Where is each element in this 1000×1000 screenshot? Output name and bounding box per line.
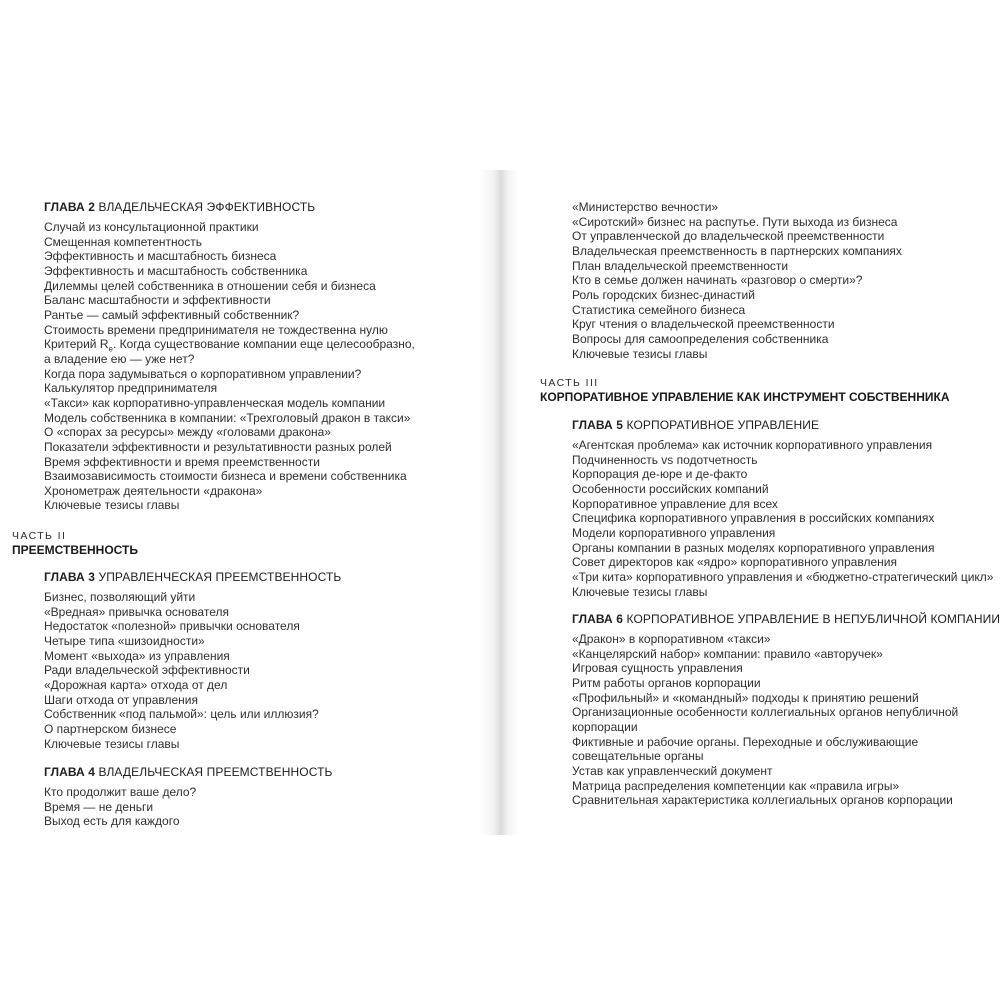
list-item[interactable]: Кто продолжит ваше дело? bbox=[44, 785, 197, 799]
chapter-2 bbox=[44, 200, 415, 513]
list-item[interactable]: Корпорация де-юре и де-факто bbox=[572, 467, 748, 482]
chapter-5 bbox=[572, 418, 993, 599]
book-spine-gutter bbox=[480, 170, 518, 835]
list-item[interactable]: О «спорах за ресурсы» между «головами дракона» bbox=[44, 425, 331, 440]
list-item[interactable]: Выход есть для каждого bbox=[44, 814, 180, 829]
list-item[interactable]: «Профильный» и «командный» подходы к принятию решений bbox=[572, 690, 919, 705]
list-item[interactable]: Игровая сущность управления bbox=[572, 661, 743, 676]
list-item[interactable]: Время эффективности и время преемственности bbox=[44, 454, 320, 469]
chapter-6 bbox=[572, 612, 1000, 808]
chapter-4-continued bbox=[572, 200, 902, 361]
list-item[interactable]: Органы компании в разных моделях корпоративного управления bbox=[572, 540, 935, 555]
list-item[interactable]: Ключевые тезисы главы bbox=[44, 736, 180, 751]
list-item[interactable]: Владельческая преемственность в партнерских компаниях bbox=[572, 243, 902, 258]
chapter-2-number: ГЛАВА 2 bbox=[44, 200, 96, 214]
list-item[interactable]: Модель собственника в компании: «Трехголовый дракон в такси» bbox=[44, 410, 411, 425]
chapter-4-heading bbox=[44, 765, 333, 780]
criterion-pre: Критерий R bbox=[44, 337, 109, 352]
list-item[interactable]: «Сиротский» бизнес на распутье. Пути выхода из бизнеса bbox=[572, 214, 898, 229]
list-item[interactable]: Четыре типа «шизоидности» bbox=[44, 633, 205, 648]
list-item[interactable]: Эффективность и масштабность собственника bbox=[44, 263, 308, 278]
list-item[interactable]: Специфика корпоративного управления в российских компаниях bbox=[572, 511, 935, 526]
chapter-2-items bbox=[44, 220, 415, 513]
list-item[interactable]: а владение ею — уже нет? bbox=[44, 351, 195, 366]
list-item[interactable]: Шаги отхода от управления bbox=[44, 692, 198, 707]
chapter-3-items bbox=[44, 590, 341, 751]
list-item[interactable]: «Такси» как корпоративно-управленческая модель компании bbox=[44, 395, 386, 410]
list-item[interactable]: Время — не деньги bbox=[44, 799, 154, 814]
list-item[interactable]: «Вредная» привычка основателя bbox=[44, 604, 229, 619]
part-2-label: ЧАСТЬ II bbox=[12, 530, 67, 542]
list-item[interactable]: совещательные органы bbox=[572, 749, 704, 764]
list-item[interactable]: Матрица распределения компетенции как «правила игры» bbox=[572, 778, 900, 793]
list-item[interactable]: Недостаток «полезной» привычки основателя bbox=[44, 619, 300, 634]
list-item[interactable]: Совет директоров как «ядро» корпоративного управления bbox=[572, 555, 897, 570]
list-item[interactable]: «Канцелярский набор» компании: правило «авторучек» bbox=[572, 646, 883, 661]
list-item[interactable]: Смещенная компетентность bbox=[44, 234, 203, 249]
list-item[interactable]: Ради владельческой эффективности bbox=[44, 663, 250, 678]
part-3-label: ЧАСТЬ III bbox=[540, 377, 599, 389]
part-2-title: ПРЕЕМСТВЕННОСТЬ bbox=[12, 543, 138, 557]
chapter-4-continued-items bbox=[572, 200, 902, 361]
list-item[interactable]: Показатели эффективности и результативности разных ролей bbox=[44, 439, 392, 454]
list-item[interactable]: «Министерство вечности» bbox=[572, 200, 719, 214]
chapter-6-title: КОРПОРАТИВНОЕ УПРАВЛЕНИЕ В НЕПУБЛИЧНОЙ КОМПАНИИ bbox=[626, 612, 1000, 626]
list-item[interactable]: Ключевые тезисы главы bbox=[572, 346, 708, 361]
list-item[interactable]: Взаимозависимость стоимости бизнеса и времени собственника bbox=[44, 469, 407, 484]
list-item[interactable]: Дилеммы целей собственника в отношении себя и бизнеса bbox=[44, 278, 376, 293]
list-item[interactable]: Рантье — самый эффективный собственник? bbox=[44, 307, 300, 322]
chapter-3 bbox=[44, 570, 341, 751]
list-item[interactable]: Бизнес, позволяющий уйти bbox=[44, 590, 196, 604]
list-item[interactable]: Хронометраж деятельности «дракона» bbox=[44, 483, 263, 498]
list-item[interactable]: Сравнительная характеристика коллегиальных органов корпорации bbox=[572, 793, 953, 808]
chapter-4-number: ГЛАВА 4 bbox=[44, 765, 96, 779]
chapter-4-items bbox=[44, 785, 333, 829]
list-item[interactable]: «Дорожная карта» отхода от дел bbox=[44, 677, 228, 692]
list-item[interactable]: Когда пора задумываться о корпоративном управлении? bbox=[44, 366, 362, 381]
list-item[interactable]: Круг чтения о владельческой преемственности bbox=[572, 317, 835, 332]
chapter-2-heading bbox=[44, 200, 415, 215]
list-item[interactable]: Фиктивные и рабочие органы. Переходные и обслуживающие bbox=[572, 734, 919, 749]
list-item[interactable]: Организационные особенности коллегиальных органов непубличной bbox=[572, 705, 959, 720]
chapter-6-number: ГЛАВА 6 bbox=[572, 612, 624, 626]
list-item[interactable]: Случай из консультационной практики bbox=[44, 220, 259, 234]
list-item[interactable]: Собственник «под пальмой»: цель или иллюзия? bbox=[44, 707, 319, 722]
chapter-5-heading bbox=[572, 418, 993, 433]
chapter-3-number: ГЛАВА 3 bbox=[44, 570, 96, 584]
list-item[interactable]: Ключевые тезисы главы bbox=[572, 584, 708, 599]
part-3-title: КОРПОРАТИВНОЕ УПРАВЛЕНИЕ КАК ИНСТРУМЕНТ СОБСТВЕННИКА bbox=[540, 390, 950, 404]
chapter-5-number: ГЛАВА 5 bbox=[572, 418, 624, 432]
chapter-2-title: ВЛАДЕЛЬЧЕСКАЯ ЭФФЕКТИВНОСТЬ bbox=[98, 200, 316, 214]
list-item-criterion[interactable] bbox=[44, 337, 415, 352]
list-item[interactable]: корпорации bbox=[572, 719, 638, 734]
list-item[interactable]: Стоимость времени предпринимателя не тождественна нулю bbox=[44, 322, 388, 337]
list-item[interactable]: Эффективность и масштабность бизнеса bbox=[44, 249, 277, 264]
chapter-6-heading bbox=[572, 612, 1000, 627]
list-item[interactable]: Подчиненность vs подотчетность bbox=[572, 452, 758, 467]
list-item[interactable]: Калькулятор предпринимателя bbox=[44, 381, 218, 396]
chapter-6-items bbox=[572, 632, 1000, 808]
list-item[interactable]: План владельческой преемственности bbox=[572, 258, 789, 273]
list-item[interactable]: О партнерском бизнесе bbox=[44, 721, 177, 736]
list-item[interactable]: Вопросы для самоопределения собственника bbox=[572, 331, 829, 346]
criterion-subscript: e bbox=[108, 344, 113, 354]
list-item[interactable]: Баланс масштабности и эффективности bbox=[44, 293, 271, 308]
list-item[interactable]: Роль городских бизнес-династий bbox=[572, 287, 755, 302]
list-item[interactable]: «Агентская проблема» как источник корпоративного управления bbox=[572, 438, 933, 452]
chapter-3-title: УПРАВЛЕНЧЕСКАЯ ПРЕЕМСТВЕННОСТЬ bbox=[98, 570, 342, 584]
chapter-4 bbox=[44, 765, 333, 829]
chapter-5-title: КОРПОРАТИВНОЕ УПРАВЛЕНИЕ bbox=[626, 418, 820, 432]
list-item[interactable]: Ключевые тезисы главы bbox=[44, 498, 180, 513]
list-item[interactable]: Модели корпоративного управления bbox=[572, 525, 776, 540]
chapter-4-title: ВЛАДЕЛЬЧЕСКАЯ ПРЕЕМСТВЕННОСТЬ bbox=[98, 765, 333, 779]
list-item[interactable]: Кто в семье должен начинать «разговор о смерти»? bbox=[572, 273, 863, 288]
list-item[interactable]: Момент «выхода» из управления bbox=[44, 648, 230, 663]
list-item[interactable]: Корпоративное управление для всех bbox=[572, 496, 778, 511]
list-item[interactable]: «Три кита» корпоративного управления и «бюджетно-стратегический цикл» bbox=[572, 569, 994, 584]
list-item[interactable]: Статистика семейного бизнеса bbox=[572, 302, 746, 317]
list-item[interactable]: От управленческой до владельческой преемственности bbox=[572, 229, 885, 244]
criterion-post: . Когда существование компании еще целесообразно, bbox=[112, 337, 415, 352]
list-item[interactable]: Ритм работы органов корпорации bbox=[572, 675, 761, 690]
list-item[interactable]: «Дракон» в корпоративном «такси» bbox=[572, 632, 771, 646]
list-item[interactable]: Особенности российских компаний bbox=[572, 481, 769, 496]
chapter-3-heading bbox=[44, 570, 341, 585]
chapter-5-items bbox=[572, 438, 993, 599]
list-item[interactable]: Устав как управленческий документ bbox=[572, 763, 773, 778]
